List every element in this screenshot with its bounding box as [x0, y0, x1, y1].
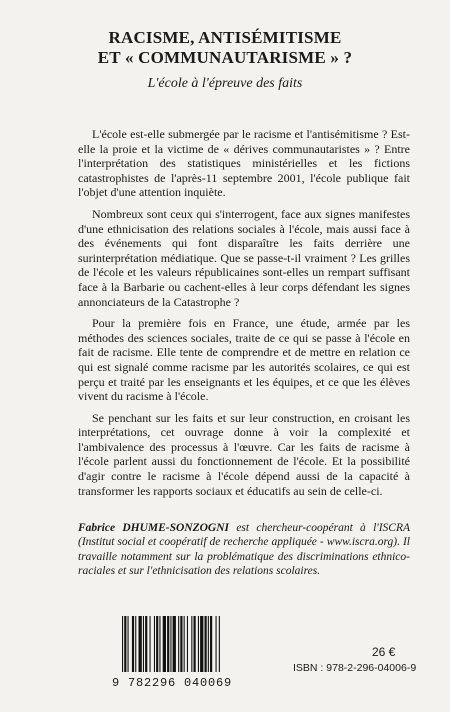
- title-line-2: ET « COMMUNAUTARISME » ?: [97, 48, 353, 67]
- title-line-1: RACISME, ANTISÉMITISME: [108, 28, 342, 47]
- barcode-graphic: [118, 616, 253, 678]
- blurb-paragraph: Pour la première fois en France, une étude, armée par les méthodes des sciences sociales, traite de ce qui se passe à l'école en fait de racisme. Elle tente de comprendre et de mettre en relation ce qui est signalé comme racisme par les autorités scolaires, ce qui est perçu et traité par les enseignants et les équipes, et ce que les élèves vivent du racisme à l'école.: [78, 316, 410, 404]
- book-subtitle: L'école à l'épreuve des faits: [147, 76, 303, 91]
- price: 26 €: [372, 645, 396, 659]
- author-description: est chercheur-coopérant à l'ISCRA (Institut social et coopératif de recherche appliquée - www.iscra.org). Il travaille notamment sur la problématique des discriminations ethnico-raciales et sur l'ethnicisation des relations scolaires.: [78, 522, 411, 578]
- blurb-paragraph: Nombreux sont ceux qui s'interrogent, face aux signes manifestes d'une ethnicisation des relations sociales à l'école, mais aussi face à des événements qui font disparaître les faits derrière une surinterprétation médiatique. Que se passe-t-il vraiment ? Les grilles de l'école et les valeurs républicaines sont-elles un rempart suffisant face à la Barbarie ou cachent-elles à leur corps défendant les signes annonciateurs de la Catastrophe ?: [78, 206, 410, 309]
- author-name: Fabrice DHUME-SONZOGNI: [78, 522, 230, 534]
- book-title: [0, 28, 450, 68]
- blurb-paragraph: Se penchant sur les faits et sur leur construction, en croisant les interprétations, cet ouvrage donne à voir la complexité et l'ambivalence des processus à l'œuvre. Car les faits de racisme à l'école parlent aussi du fonctionnement de l'école. Et la possibilité d'agir contre le racisme à l'école dépend aussi de la capacité à transformer les rapports sociaux et éducatifs au sein de celle-ci.: [78, 410, 410, 498]
- blurb-paragraph: L'école est-elle submergée par le racisme et l'antisémitisme ? Est-elle la proie et la victime de « dérives communautaristes » ? Entre l'interprétation des statistiques ministérielles et les fictions catastrophistes de l'après-11 septembre 2001, l'école publique fait l'objet d'une attention inquiète.: [78, 127, 410, 200]
- isbn: ISBN : 978-2-296-04006-9: [293, 662, 417, 674]
- blurb: [78, 127, 410, 505]
- author-bio: [78, 521, 410, 579]
- barcode-number: 9 782296 040069: [112, 676, 233, 690]
- barcode-bars: [118, 616, 253, 676]
